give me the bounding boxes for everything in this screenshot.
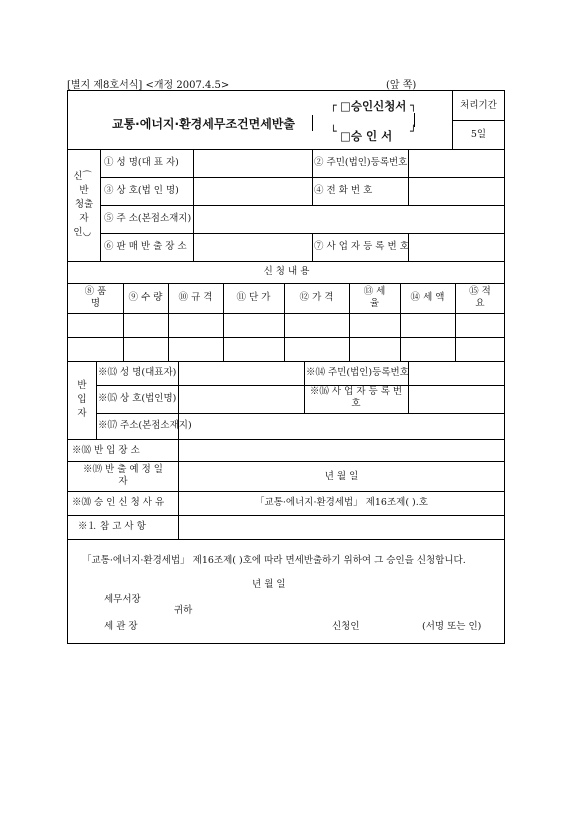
reason-value: 「교통·에너지·환경세법」 제16조제( ).호 <box>255 497 428 508</box>
type-application: □승인신청서 <box>340 99 407 113</box>
processing-period-value: 5일 <box>470 129 487 140</box>
row-line <box>96 385 505 386</box>
out-date-value: 년 월 일 <box>324 471 359 482</box>
col-line <box>96 361 97 439</box>
col-spec: ⑩ 규 격 <box>178 292 213 303</box>
reason-label: ※⒇ 승 인 신 청 사 유 <box>72 497 165 508</box>
office-tax: 세무서장 <box>104 594 141 605</box>
col-tax-amount: ⑭ 세 액 <box>410 292 445 303</box>
importer-name-label: ※⒀ 성 명(대표자) <box>98 367 177 378</box>
importer-address-label: ※⒄ 주소(본점소재지) <box>98 420 192 431</box>
sale-place-label: ⑥ 판 매 반 출 장 소 <box>104 241 187 252</box>
applicant-section-4: 자 <box>79 213 89 224</box>
row-line <box>68 283 505 284</box>
statement-text: 「교통·에너지·환경세법」 제16조제( )호에 따라 면세반출하기 위하여 그 승인을 신청합니다. <box>82 555 466 566</box>
col-remarks: ⑮ 적 요 <box>469 286 491 309</box>
details-heading: 신 청 내 용 <box>263 266 310 277</box>
row-line <box>68 313 505 314</box>
bracket-bottom-left: └ <box>330 125 337 138</box>
form-title: 교통·에너지·환경세무조건면세반출 <box>112 117 295 131</box>
type-approval: □승 인 서 <box>340 129 393 143</box>
row-line <box>68 461 505 462</box>
note-label: ※⒈ 참 고 사 항 <box>78 521 146 532</box>
col-line <box>312 233 313 261</box>
importer-section-2: 입 <box>77 394 87 405</box>
importer-regno-label: ※⒁ 주민(법인)등록번호 <box>306 367 409 378</box>
row-line <box>68 515 505 516</box>
col-tax-rate: ⑬ 세 율 <box>363 286 386 309</box>
row-line <box>96 413 505 414</box>
in-place-label: ※⒅ 반 입 장 소 <box>72 445 140 456</box>
col-line <box>408 149 409 205</box>
paren-close: ◡ <box>82 227 92 238</box>
row-line <box>100 177 505 178</box>
statement-date: 년 월 일 <box>252 579 286 590</box>
applicant-section-3: 청출 <box>74 199 94 210</box>
importer-section-1: 반 <box>77 380 87 391</box>
office-customs: 세 관 장 <box>104 621 138 632</box>
col-line <box>312 149 313 205</box>
applicant-regno-label: ② 주민(법인)등록번호 <box>314 157 408 168</box>
row-line <box>68 337 505 338</box>
row-line <box>100 205 505 206</box>
honorific: 귀하 <box>174 605 193 616</box>
applicant-address-label: ⑤ 주 소(본점소재지) <box>104 213 192 224</box>
tax-exempt-form <box>67 90 505 644</box>
title-divider <box>312 115 313 131</box>
col-qty: ⑨ 수 량 <box>128 292 163 303</box>
importer-company-label: ※⒂ 상 호(법인명) <box>98 393 177 404</box>
row-line <box>68 491 505 492</box>
page-side: (앞 쪽) <box>386 80 417 91</box>
row-line <box>68 439 505 440</box>
applicant-phone-label: ④ 전 화 번 호 <box>314 185 373 196</box>
applicant-company-label: ③ 상 호(법 인 명) <box>104 185 179 196</box>
row-line <box>68 539 505 540</box>
importer-bizno-label: ※⒃ 사 업 자 등 록 번 호 <box>309 386 403 409</box>
paren-open: ⌒ <box>82 171 92 182</box>
applicant-section-2: 반 <box>79 185 89 196</box>
col-line <box>178 439 179 539</box>
col-price: ⑫ 가 격 <box>299 292 334 303</box>
importer-section-3: 자 <box>77 408 87 419</box>
applicant-name-label: ① 성 명(대 표 자) <box>104 157 179 168</box>
period-line <box>452 120 505 121</box>
sign-or-seal: (서명 또는 인) <box>422 621 482 632</box>
bracket-top-right: ┐ <box>410 99 417 112</box>
row-line <box>68 149 505 150</box>
row-line <box>68 361 505 362</box>
applicant-section-5: 인 <box>73 227 83 238</box>
applicant-sign-label: 신청인 <box>332 621 360 632</box>
bracket-mid <box>414 113 415 127</box>
processing-period-label: 처리기간 <box>460 100 497 111</box>
form-number: [별지 제8호서식] <개정 2007.4.5> <box>67 80 230 91</box>
col-item: ⑧ 품 명 <box>84 286 107 309</box>
col-unit-price: ⑪ 단 가 <box>236 292 271 303</box>
row-line <box>100 233 505 234</box>
bracket-bottom-right: ┘ <box>410 125 417 138</box>
applicant-bizno-label: ⑦ 사 업 자 등 록 번 호 <box>314 241 409 252</box>
applicant-section-1: 신 <box>73 171 83 182</box>
col-line <box>193 149 194 261</box>
row-line <box>68 261 505 262</box>
bracket-top-left: ┌ <box>330 99 337 112</box>
out-date-label: ※⒆ 반 출 예 정 일 자 <box>83 464 163 487</box>
